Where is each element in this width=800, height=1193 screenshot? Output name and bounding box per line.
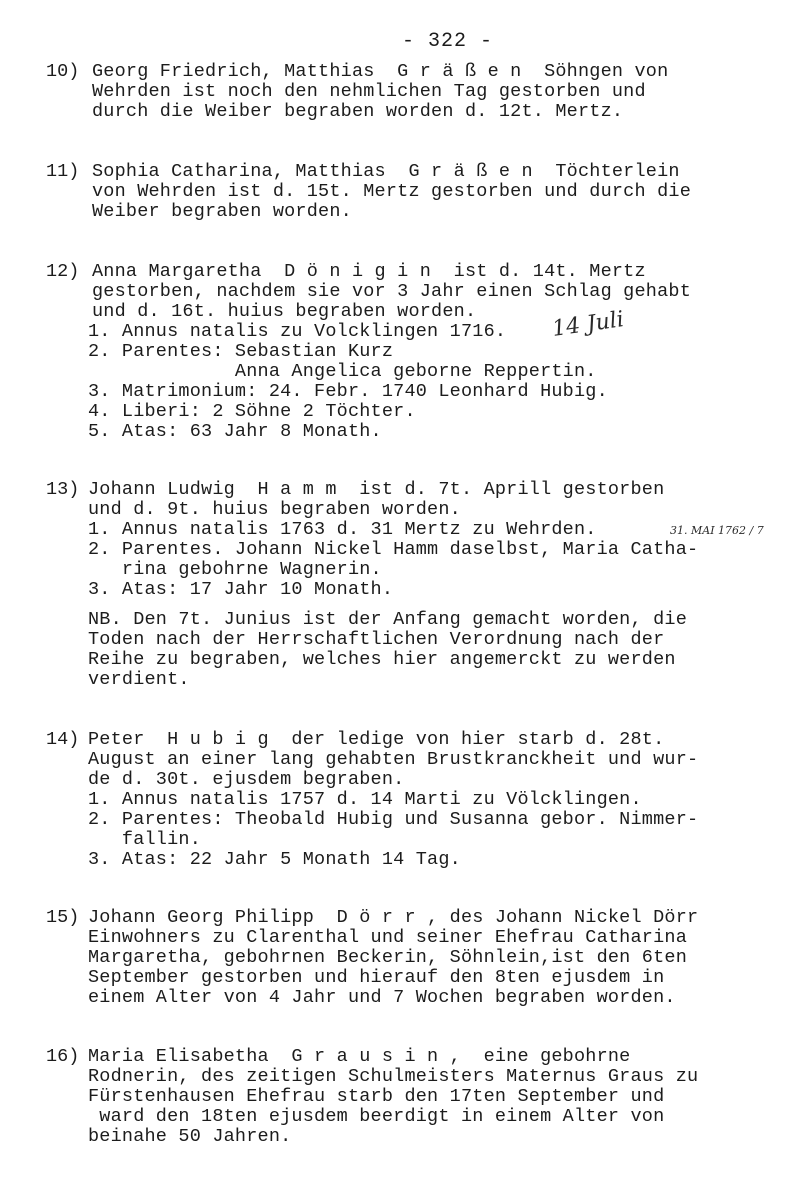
entry-line: Fürstenhausen Ehefrau starb den 17ten September und [88,1086,665,1107]
entry-line: 2. Parentes: Theobald Hubig und Susanna gebor. Nimmer- [88,809,699,830]
entry-line: Johann Ludwig H a m m ist d. 7t. Aprill gestorben [88,479,665,500]
entry-number: 14) [46,729,80,750]
entry-line: Anna Margaretha D ö n i g i n ist d. 14t. Mertz [92,261,646,282]
entry-line: Wehrden ist noch den nehmlichen Tag gestorben und [92,81,646,102]
entry-line: rina gebohrne Wagnerin. [88,559,382,580]
entry-line: 3. Matrimonium: 24. Febr. 1740 Leonhard Hubig. [88,381,608,402]
entry-line: 2. Parentes. Johann Nickel Hamm daselbst, Maria Catha- [88,539,699,560]
entry-number: 15) [46,907,80,928]
entry-line: September gestorben und hierauf den 8ten ejusdem in [88,967,665,988]
entry-line: beinahe 50 Jahren. [88,1126,292,1147]
entry-line: durch die Weiber begraben worden d. 12t. Mertz. [92,101,624,122]
handwritten-note: 14 Juli [550,307,626,342]
entry-line: Einwohners zu Clarenthal und seiner Ehefrau Catharina [88,927,687,948]
entry-line: und d. 9t. huius begraben worden. [88,499,461,520]
entry-line: 3. Atas: 22 Jahr 5 Monath 14 Tag. [88,849,461,870]
entry-line: Peter H u b i g der ledige von hier starb d. 28t. [88,729,665,750]
entry-line: 1. Annus natalis zu Volcklingen 1716. [88,321,507,342]
entry-line: Johann Georg Philipp D ö r r , des Johann Nickel Dörr [88,907,699,928]
entry-line: Margaretha, gebohrnen Beckerin, Söhnlein,ist den 6ten [88,947,687,968]
entry-line: NB. Den 7t. Junius ist der Anfang gemacht worden, die [88,609,687,630]
entry-line: Toden nach der Herrschaftlichen Verordnung nach der [88,629,665,650]
entry-line: Rodnerin, des zeitigen Schulmeisters Maternus Graus zu [88,1066,699,1087]
entry-line: 3. Atas: 17 Jahr 10 Monath. [88,579,394,600]
entry-number: 12) [46,261,80,282]
entry-line: ward den 18ten ejusdem beerdigt in einem Alter von [88,1106,665,1127]
entry-number: 11) [46,161,80,182]
entry-line: fallin. [88,829,202,850]
entry-line: gestorben, nachdem sie vor 3 Jahr einen Schlag gehabt [92,281,691,302]
entry-number: 13) [46,479,80,500]
entry-line: 5. Atas: 63 Jahr 8 Monath. [88,421,382,442]
entry-line: Anna Angelica geborne Reppertin. [88,361,597,382]
entry-line: Georg Friedrich, Matthias G r ä ß e n Söhngen von [92,61,669,82]
entry-number: 16) [46,1046,80,1067]
page-number: - 322 - [402,30,494,53]
entry-line: einem Alter von 4 Jahr und 7 Wochen begraben worden. [88,987,676,1008]
entry-line: Reihe zu begraben, welches hier angemerckt zu werden [88,649,676,670]
entry-line: 2. Parentes: Sebastian Kurz [88,341,394,362]
entry-line: 1. Annus natalis 1763 d. 31 Mertz zu Wehrden. [88,519,597,540]
entry-line: 4. Liberi: 2 Söhne 2 Töchter. [88,401,416,422]
entry-line: und d. 16t. huius begraben worden. [92,301,477,322]
entry-line: Sophia Catharina, Matthias G r ä ß e n Töchterlein [92,161,680,182]
entry-line: verdient. [88,669,190,690]
entry-line: de d. 30t. ejusdem begraben. [88,769,405,790]
entry-line: 1. Annus natalis 1757 d. 14 Marti zu Völcklingen. [88,789,642,810]
entry-line: von Wehrden ist d. 15t. Mertz gestorben und durch die [92,181,691,202]
entry-line: Maria Elisabetha G r a u s i n , eine gebohrne [88,1046,631,1067]
handwritten-note: 31. MAI 1762 / 7 [670,524,764,537]
entry-number: 10) [46,61,80,82]
entry-line: Weiber begraben worden. [92,201,352,222]
entry-line: August an einer lang gehabten Brustkranckheit und wur- [88,749,699,770]
